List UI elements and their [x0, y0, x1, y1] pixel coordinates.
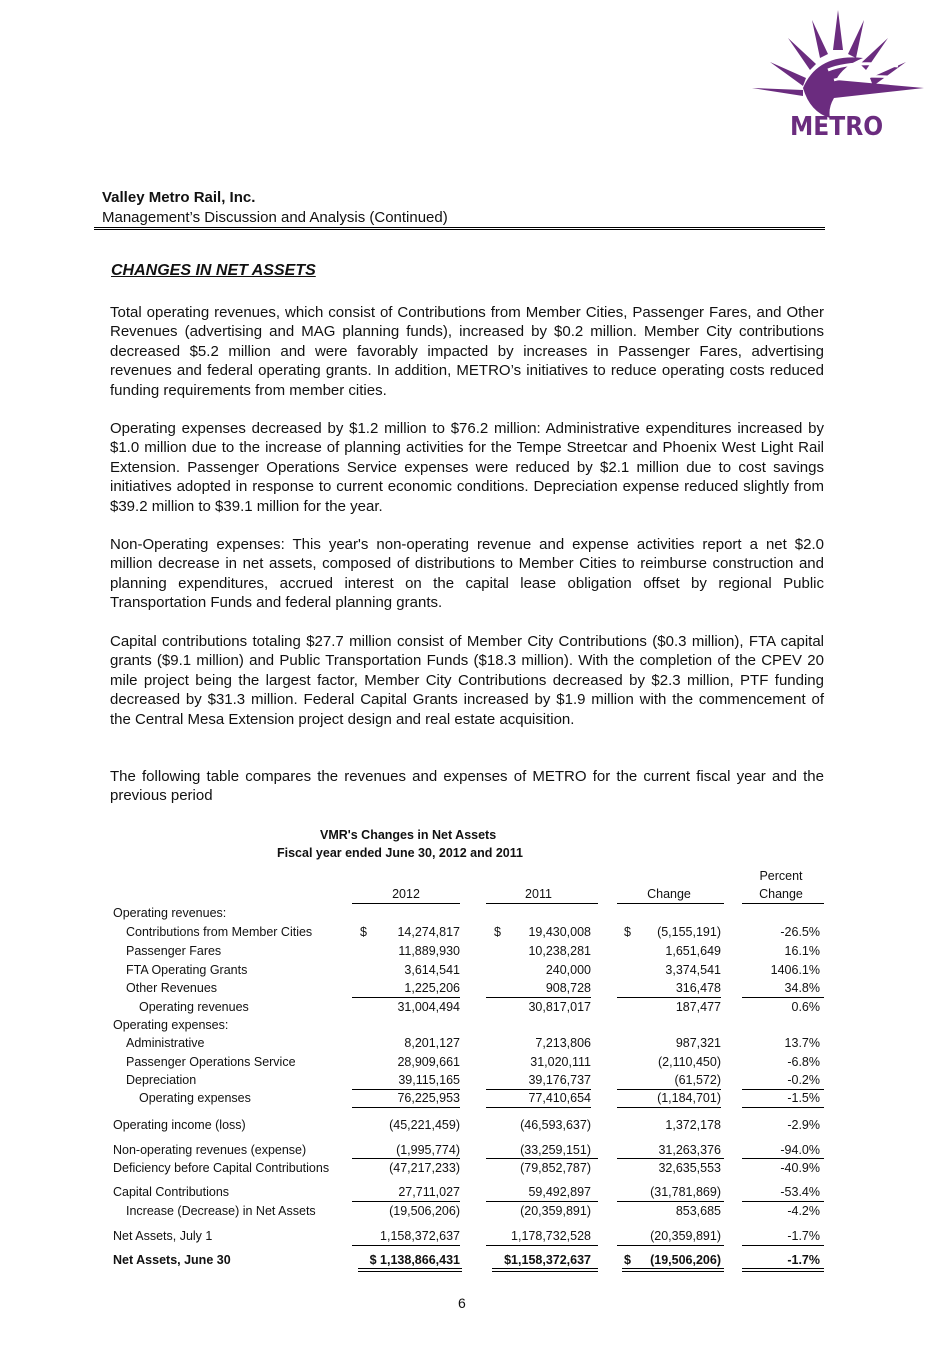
value-2012: (1,995,774) — [396, 1143, 460, 1157]
currency-symbol: $ — [494, 925, 501, 939]
row-label: Administrative — [126, 1036, 205, 1050]
subtotal-rule — [617, 997, 721, 998]
table-title: VMR's Changes in Net Assets — [320, 828, 497, 842]
header-underline — [742, 903, 824, 904]
row-label: Increase (Decrease) in Net Assets — [126, 1204, 316, 1218]
value-percent: -40.9% — [780, 1161, 820, 1175]
header-underline — [617, 903, 724, 904]
row-label: Passenger Fares — [126, 944, 222, 958]
row-label: Capital Contributions — [113, 1185, 230, 1199]
value-2011: 10,238,281 — [528, 944, 591, 958]
currency-symbol: $ — [624, 925, 631, 939]
subtotal-rule — [742, 1158, 824, 1159]
row-label: Operating revenues: — [113, 906, 227, 920]
subtotal-rule — [352, 1201, 460, 1202]
value-2011: (46,593,637) — [520, 1118, 591, 1132]
value-percent: 16.1% — [784, 944, 820, 958]
value-2011: $1,158,372,637 — [504, 1253, 591, 1267]
header-rule — [94, 227, 825, 230]
value-change: 316,478 — [675, 981, 721, 995]
value-percent: -2.9% — [787, 1118, 820, 1132]
total-double-rule — [358, 1268, 462, 1272]
page-number: 6 — [458, 1295, 466, 1311]
row-label: Non-operating revenues (expense) — [113, 1143, 307, 1157]
value-percent: 13.7% — [784, 1036, 820, 1050]
value-change: 31,263,376 — [658, 1143, 721, 1157]
value-change: 3,374,541 — [665, 963, 721, 977]
document-subtitle: Management’s Discussion and Analysis (Continued) — [102, 209, 448, 226]
value-percent: -1.7% — [787, 1253, 820, 1267]
value-2011: 77,410,654 — [528, 1091, 591, 1105]
subtotal-rule — [486, 1107, 591, 1108]
subtotal-rule — [617, 1201, 724, 1202]
row-label: Operating income (loss) — [113, 1118, 246, 1132]
value-change: (5,155,191) — [657, 925, 721, 939]
row-label: Other Revenues — [126, 981, 218, 995]
value-2012: (45,221,459) — [389, 1118, 460, 1132]
value-percent: -4.2% — [787, 1204, 820, 1218]
row-label: Operating expenses — [139, 1091, 251, 1105]
column-header-percent: Percent — [759, 869, 803, 883]
value-percent: -0.2% — [787, 1073, 820, 1087]
value-percent: -26.5% — [780, 925, 820, 939]
value-percent: -53.4% — [780, 1185, 820, 1199]
value-2012: 76,225,953 — [397, 1091, 460, 1105]
value-2011: 240,000 — [545, 963, 591, 977]
value-change: 1,372,178 — [665, 1118, 721, 1132]
value-change: (20,359,891) — [650, 1229, 721, 1243]
value-2012: 31,004,494 — [397, 1000, 460, 1014]
paragraph-non-operating: Non-Operating expenses: This year's non-operating revenue and expense activities report a net $2.0 million decrease in net assets, composed of distributions to Member Cities to reimburse construction and planning expenditures, accrued interest on the capital lease obligation offset by regional Public Transportation Funds and federal planning grants. — [110, 536, 824, 612]
value-percent: -1.5% — [787, 1091, 820, 1105]
value-percent: -6.8% — [787, 1055, 820, 1069]
value-2012: 27,711,027 — [398, 1185, 460, 1199]
value-change: 1,651,649 — [665, 944, 721, 958]
value-percent: 1406.1% — [770, 963, 820, 977]
subtotal-rule — [742, 1089, 824, 1090]
value-percent: 34.8% — [784, 981, 820, 995]
subtotal-rule — [742, 997, 824, 998]
subtotal-rule — [352, 1107, 460, 1108]
column-header-2011: 2011 — [525, 887, 552, 901]
column-header-2012: 2012 — [392, 887, 420, 901]
row-label: Passenger Operations Service — [126, 1055, 296, 1069]
row-label: Deficiency before Capital Contributions — [113, 1161, 330, 1175]
section-heading: CHANGES IN NET ASSETS — [111, 262, 316, 279]
value-percent: -94.0% — [780, 1143, 820, 1157]
subtotal-rule — [617, 1089, 721, 1090]
column-header-change: Change — [647, 887, 691, 901]
subtotal-rule — [352, 1158, 460, 1159]
value-2012: 1,225,206 — [404, 981, 460, 995]
value-2012: 1,158,372,637 — [380, 1229, 460, 1243]
value-2012: (47,217,233) — [389, 1161, 460, 1175]
value-2011: 30,817,017 — [528, 1000, 591, 1014]
paragraph-capital-contributions: Capital contributions totaling $27.7 million consist of Member City Contributions ($0.3 million), FTA capital grants ($9.1 million) and Public Transportation Funds ($18.3 million). With the completion of the CPEV 20 mile project being the largest factor, Member City Contributions decreased by $2.3 million, PTF funding decreased by $31.3 million. Federal Capital Grants increased by $1.9 million with the commencement of the Central Mesa Extension project design and real estate acquisition. — [110, 633, 824, 728]
value-change: (2,110,450) — [657, 1055, 721, 1069]
value-change: 32,635,553 — [658, 1161, 721, 1175]
value-2011: (20,359,891) — [520, 1204, 591, 1218]
value-percent: 0.6% — [791, 1000, 820, 1014]
value-change: (19,506,206) — [650, 1253, 721, 1267]
value-change: (61,572) — [674, 1073, 721, 1087]
subtotal-rule — [352, 1089, 460, 1090]
subtotal-rule — [617, 1245, 724, 1246]
total-double-rule — [492, 1268, 598, 1272]
subtotal-rule — [742, 1201, 824, 1202]
value-2012: 14,274,817 — [397, 925, 460, 939]
table-subtitle: Fiscal year ended June 30, 2012 and 2011 — [277, 846, 523, 860]
paragraph-table-intro: The following table compares the revenues and expenses of METRO for the current fiscal year and the previous period — [110, 768, 824, 805]
row-label: Contributions from Member Cities — [126, 925, 313, 939]
subtotal-rule — [486, 1201, 598, 1202]
total-double-rule — [622, 1268, 724, 1272]
value-2011: 908,728 — [545, 981, 591, 995]
subtotal-rule — [486, 1245, 598, 1246]
row-label: Depreciation — [126, 1073, 197, 1087]
value-2012: 39,115,165 — [398, 1073, 460, 1087]
row-label: Net Assets, July 1 — [113, 1229, 213, 1243]
subtotal-rule — [486, 997, 591, 998]
header-underline — [352, 903, 460, 904]
value-change: (31,781,869) — [650, 1185, 721, 1199]
paragraph-operating-revenues: Total operating revenues, which consist of Contributions from Member Cities, Passenger Fares, and Other Revenues (advertising and MAG planning funds), increased by $0.2 million. Member City contributions decreased $5.2 million and were favorably impacted by increases in Passenger Fares, advertising revenues and federal operating grants. In addition, METRO’s initiatives to reduce operating costs reduced funding requirements from member cities. — [110, 304, 824, 399]
value-2012: $ 1,138,866,431 — [369, 1253, 460, 1267]
value-percent: -1.7% — [787, 1229, 820, 1243]
row-label: Operating expenses: — [113, 1018, 229, 1032]
value-2011: 1,178,732,528 — [511, 1229, 591, 1243]
value-change: 853,685 — [675, 1204, 721, 1218]
header-underline — [486, 903, 598, 904]
value-2011: (79,852,787) — [520, 1161, 591, 1175]
subtotal-rule — [742, 1245, 824, 1246]
currency-symbol: $ — [624, 1253, 631, 1267]
company-name: Valley Metro Rail, Inc. — [102, 189, 256, 206]
value-2012: (19,506,206) — [389, 1204, 460, 1218]
subtotal-rule — [486, 1158, 598, 1159]
subtotal-rule — [742, 1107, 824, 1108]
subtotal-rule — [617, 1107, 721, 1108]
logo-text: METRO — [790, 112, 884, 142]
total-double-rule — [742, 1268, 824, 1272]
value-2011: 59,492,897 — [528, 1185, 591, 1199]
value-2012: 3,614,541 — [404, 963, 460, 977]
paragraph-operating-expenses: Operating expenses decreased by $1.2 million to $76.2 million: Administrative expenditures increased by $1.0 million due to the increase of planning activities for the Tempe Streetcar and Phoenix West Light Rail Extension. Passenger Operations Service expenses were reduced by $2.1 million due to cost savings initiatives adopted in response to current economic conditions. Depreciation expense reduced slightly from $39.2 million to $39.1 million for the year. — [110, 420, 824, 515]
value-2012: 8,201,127 — [404, 1036, 460, 1050]
value-change: 187,477 — [675, 1000, 721, 1014]
value-change: 987,321 — [675, 1036, 721, 1050]
value-2011: (33,259,151) — [520, 1143, 591, 1157]
value-2011: 39,176,737 — [528, 1073, 591, 1087]
value-change: (1,184,701) — [657, 1091, 721, 1105]
subtotal-rule — [352, 1245, 460, 1246]
row-label: Operating revenues — [139, 1000, 249, 1014]
row-label: FTA Operating Grants — [126, 963, 248, 977]
currency-symbol: $ — [360, 925, 367, 939]
value-2011: 19,430,008 — [528, 925, 591, 939]
subtotal-rule — [486, 1089, 591, 1090]
subtotal-rule — [617, 1158, 724, 1159]
value-2012: 28,909,661 — [397, 1055, 460, 1069]
row-label: Net Assets, June 30 — [113, 1253, 231, 1267]
value-2012: 11,889,930 — [398, 944, 460, 958]
subtotal-rule — [352, 997, 460, 998]
value-2011: 31,020,111 — [530, 1055, 591, 1069]
value-2011: 7,213,806 — [535, 1036, 591, 1050]
column-header-percent-change: Change — [759, 887, 803, 901]
